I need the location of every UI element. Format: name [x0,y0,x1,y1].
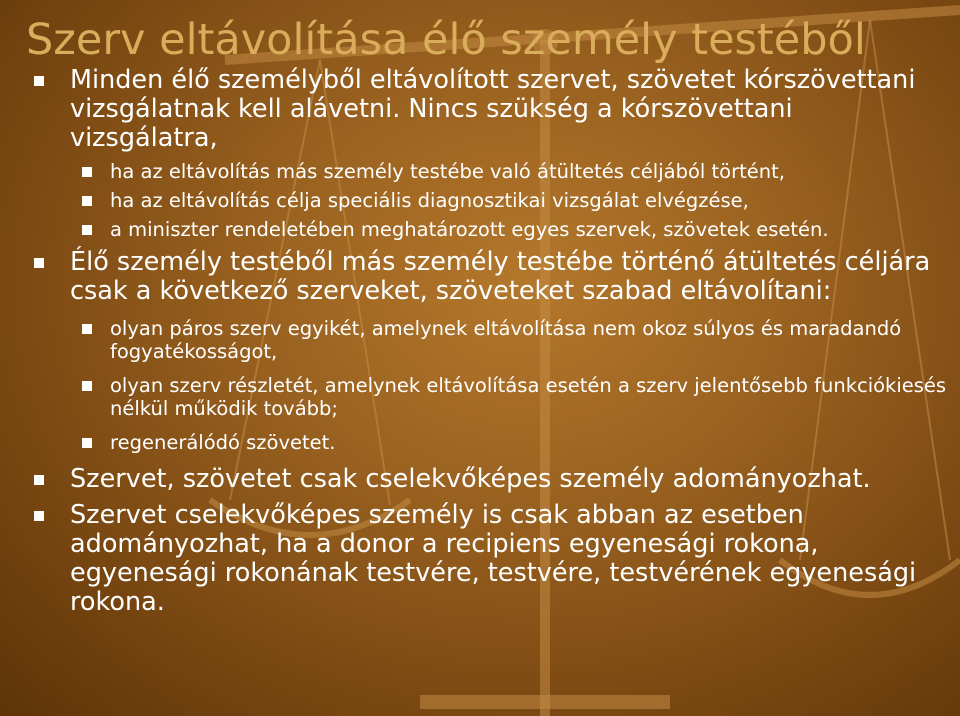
square-bullet-icon [82,381,92,391]
sub-bullet-item [32,431,947,454]
sub-bullet-item [32,218,947,241]
sub-bullet-text: olyan szerv részletét, amelynek eltávolítása esetén a szerv jelentősebb funkciókiesés nélkül működik tovább; [110,374,947,420]
square-bullet-icon [82,225,92,235]
sub-bullet-item [32,317,947,363]
square-bullet-icon [82,324,92,334]
sub-bullet-text: olyan páros szerv egyikét, amelynek eltávolítása nem okoz súlyos és maradandó fogyatékosságot, [110,317,902,363]
square-bullet-icon [82,438,92,448]
square-bullet-icon [82,167,92,177]
bullet-item [32,66,947,153]
sub-bullet-text: ha az eltávolítás más személy testébe való átültetés céljából történt, [110,160,785,183]
bullet-text: Szervet, szövetet csak cselekvőképes személy adományozhat. [70,464,871,494]
bullet-item [32,501,947,617]
bullet-item [32,465,947,494]
square-bullet-icon [34,76,44,86]
sub-bullet-item [32,189,947,212]
square-bullet-icon [34,475,44,485]
square-bullet-icon [34,511,44,521]
sub-bullet-item [32,374,947,420]
bullet-text: Szervet cselekvőképes személy is csak abban az esetben adományozhat, ha a donor a recipiens egyenesági rokona, egyenesági rokonának testvére, testvére, testvérének egyenesági rokona. [70,500,917,617]
square-bullet-icon [34,258,44,268]
square-bullet-icon [82,196,92,206]
bullet-item [32,248,947,306]
sub-bullet-text: regenerálódó szövetet. [110,431,336,454]
slide-title: Szerv eltávolítása élő személy testéből [26,15,866,65]
sub-bullet-item [32,160,947,183]
slide-content [32,66,947,617]
bullet-text: Élő személy testéből más személy testébe történő átültetés céljára csak a következő szerveket, szöveteket szabad eltávolítani: [70,247,931,306]
sub-bullet-text: ha az eltávolítás célja speciális diagnosztikai vizsgálat elvégzése, [110,189,749,212]
sub-bullet-text: a miniszter rendeletében meghatározott egyes szervek, szövetek esetén. [110,218,829,241]
bullet-text: Minden élő személyből eltávolított szervet, szövetet kórszövettani vizsgálatnak kell alávetni. Nincs szükség a kórszövettani vizsgálatra, [70,65,916,153]
